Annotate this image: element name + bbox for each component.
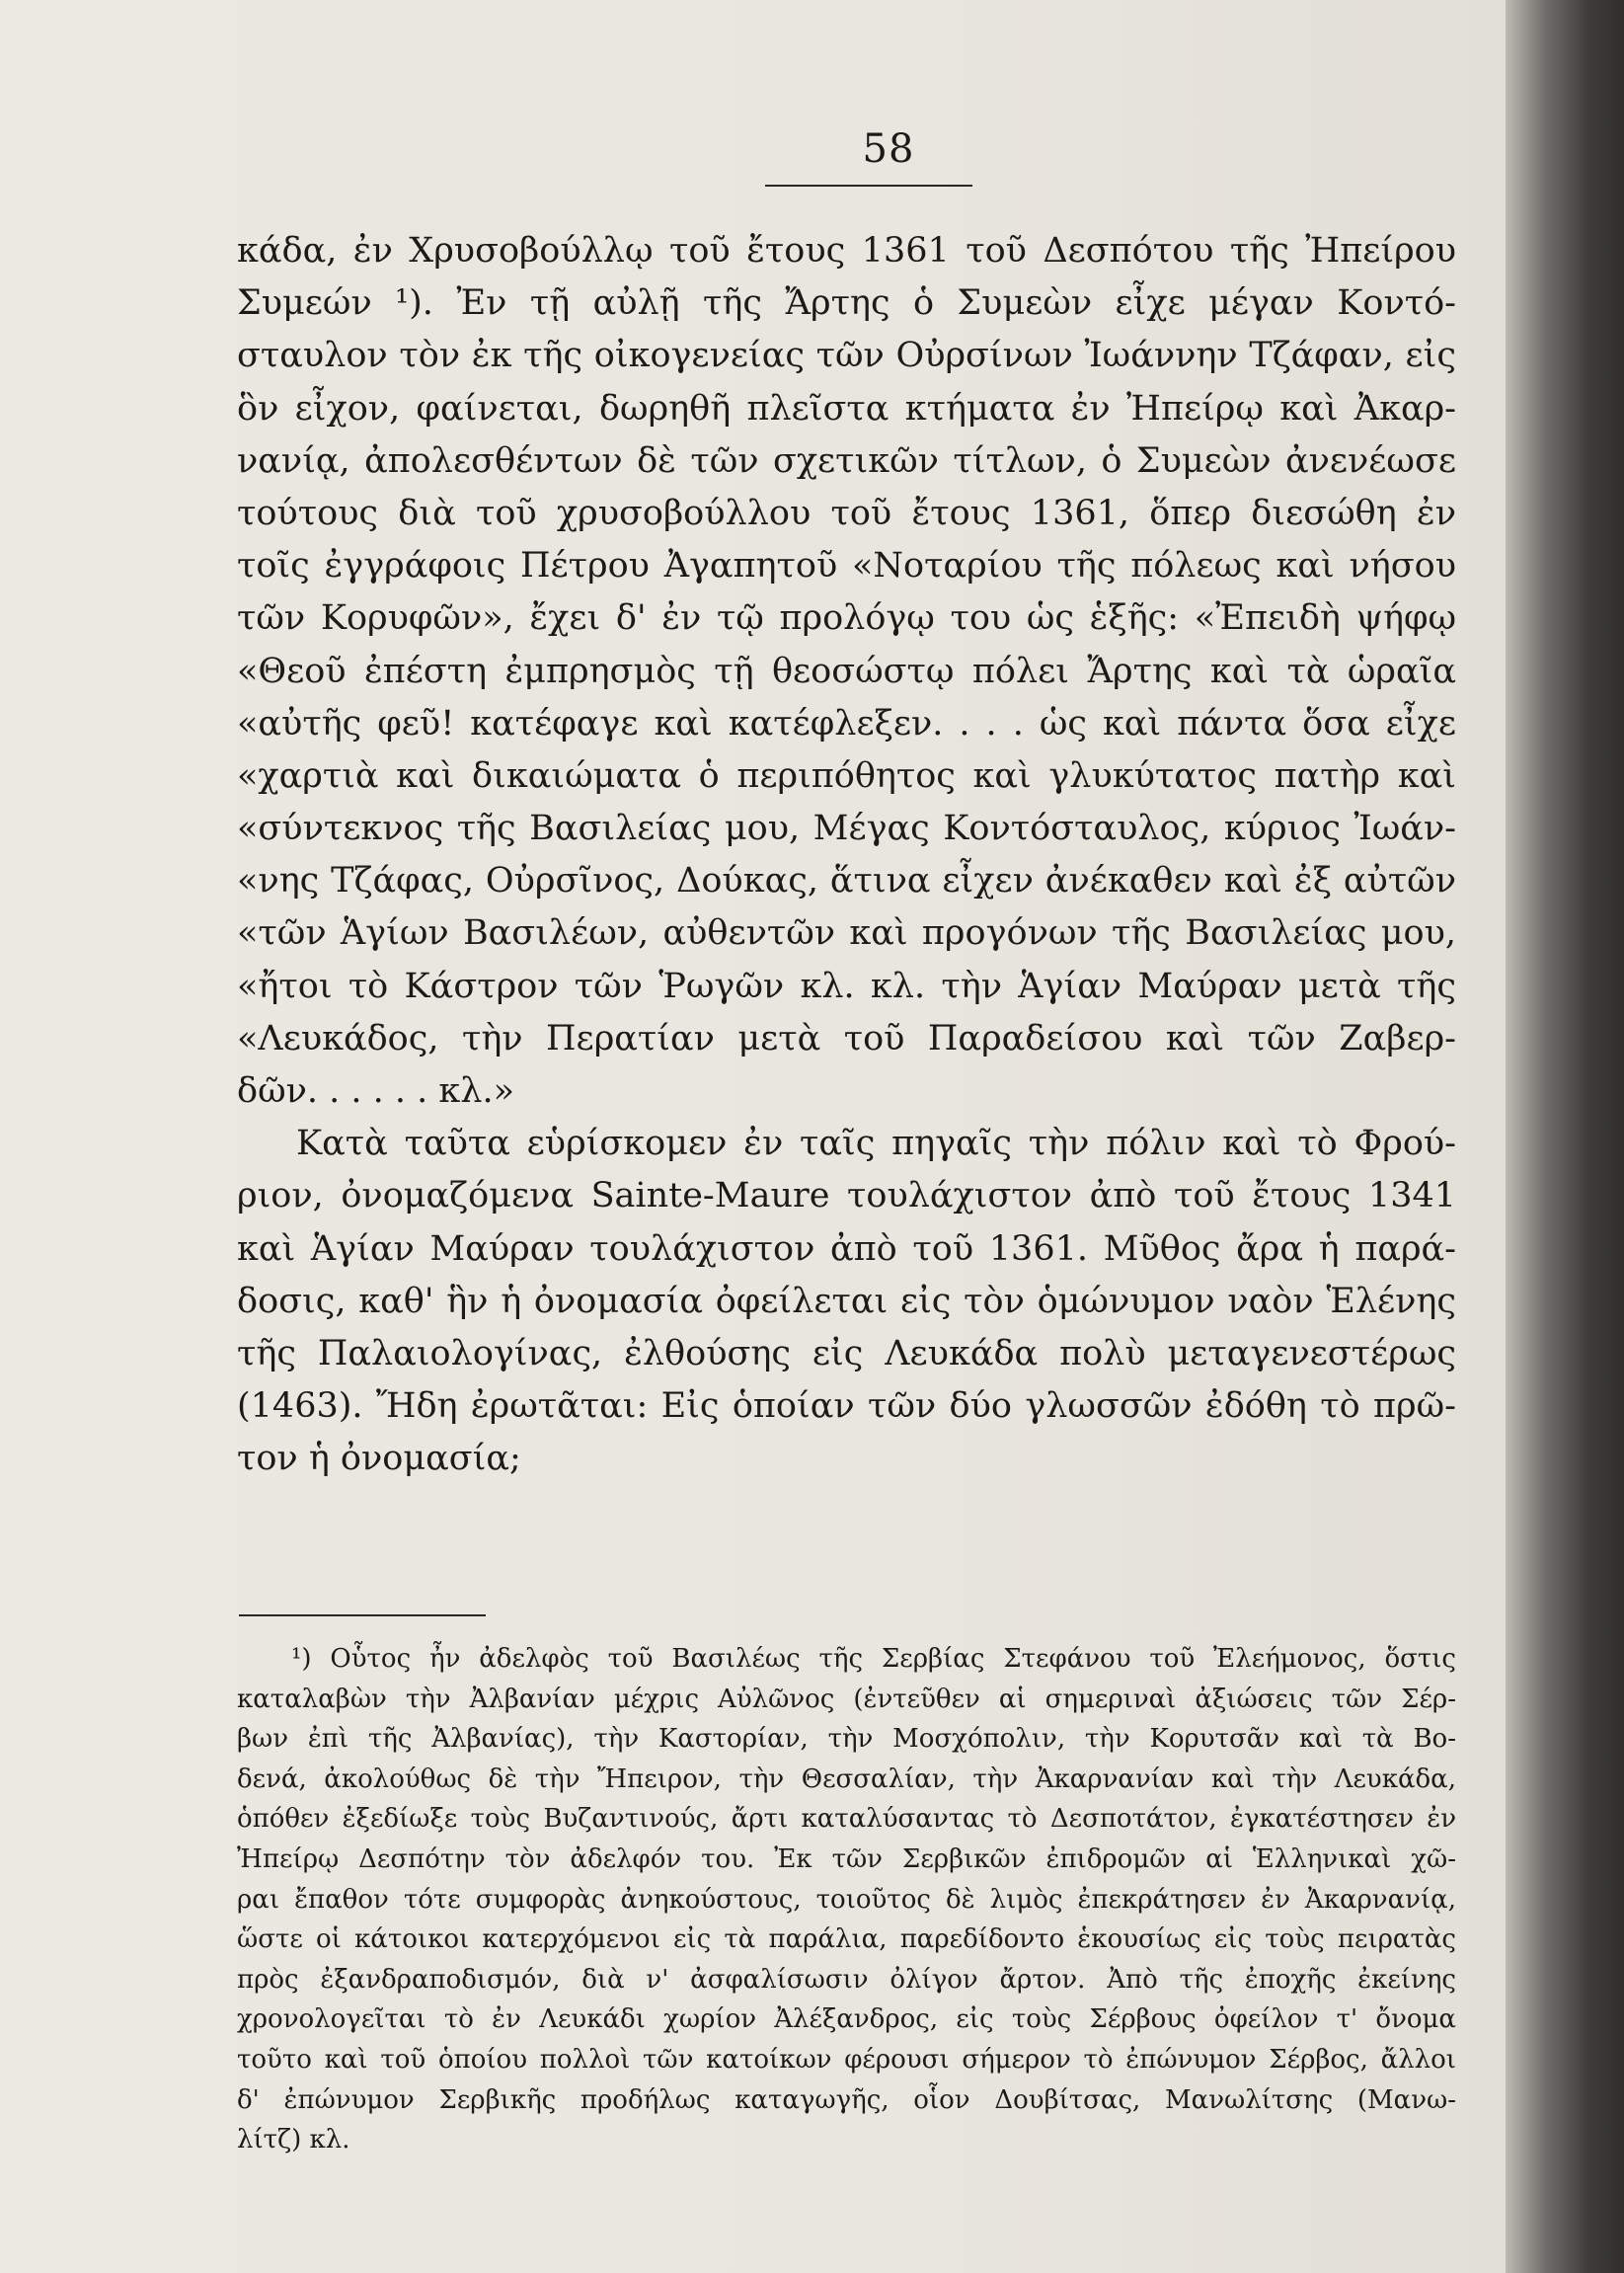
- text-line: τον ἡ ὀνομασία;: [237, 1439, 521, 1479]
- text-line: τῶν Κορυφῶν», ἔχει δ' ἐν τῷ προλόγῳ του ὡς ἑξῆς: «Ἐπειδὴ ψήφῳ: [237, 598, 1456, 639]
- text-line: ὃν εἶχον, φαίνεται, δωρηθῆ πλεῖστα κτήματα ἐν Ἠπείρῳ καὶ Ἀκαρ-: [237, 388, 1456, 429]
- footnote-line: λίτζ) κλ.: [237, 2125, 350, 2155]
- text-line: Κατὰ ταῦτα εὑρίσκομεν ἐν ταῖς πηγαῖς τὴν πόλιν καὶ τὸ Φρού-: [296, 1124, 1456, 1164]
- text-line: «τῶν Ἁγίων Βασιλέων, αὐθεντῶν καὶ προγόνων τῆς Βασιλείας μου,: [237, 913, 1456, 954]
- page-number-rule: [765, 185, 972, 187]
- text-line: «αὐτῆς φεῦ! κατέφαγε καὶ κατέφλεξεν. . . . ὡς καὶ πάντα ὅσα εἶχε: [237, 703, 1456, 744]
- text-line: δῶν. . . . . . κλ.»: [237, 1071, 514, 1111]
- footnote-line: βων ἐπὶ τῆς Ἀλβανίας), τὴν Καστορίαν, τὴν Μοσχόπολιν, τὴν Κορυτσᾶν καὶ τὰ Βο-: [237, 1724, 1456, 1755]
- text-line: νανίᾳ, ἀπολεσθέντων δὲ τῶν σχετικῶν τίτλων, ὁ Συμεὼν ἀνενέωσε: [237, 440, 1456, 481]
- footnote-line: Ἠπείρῳ Δεσπότην τὸν ἀδελφόν του. Ἐκ τῶν Σερβικῶν ἐπιδρομῶν αἱ Ἑλληνικαὶ χῶ-: [237, 1843, 1456, 1874]
- footnote-line: δενά, ἀκολούθως δὲ τὴν Ἤπειρον, τὴν Θεσσαλίαν, τὴν Ἀκαρνανίαν καὶ τὴν Λευκάδα,: [237, 1764, 1456, 1794]
- text-line: δοσις, καθ' ἣν ἡ ὀνομασία ὀφείλεται εἰς τὸν ὁμώνυμον ναὸν Ἑλένης: [237, 1281, 1456, 1321]
- text-line: «νης Τζάφας, Οὐρσῖνος, Δούκας, ἅτινα εἶχεν ἀνέκαθεν καὶ ἐξ αὐτῶν: [237, 861, 1456, 901]
- text-line: καὶ Ἁγίαν Μαύραν τουλάχιστον ἀπὸ τοῦ 1361. Μῦθος ἄρα ἡ παρά-: [237, 1228, 1456, 1269]
- footnote-line: ὥστε οἱ κάτοικοι κατερχόμενοι εἰς τὰ παράλια, παρεδίδοντο ἑκουσίως εἰς τοὺς πειρατὰς: [237, 1924, 1456, 1955]
- footnote-rule: [239, 1614, 486, 1616]
- footnote-line: ¹) Οὗτος ἦν ἀδελφὸς τοῦ Βασιλέως τῆς Σερβίας Στεφάνου τοῦ Ἐλεήμονος, ὅστις: [291, 1644, 1456, 1674]
- text-line: τῆς Παλαιολογίνας, ἐλθούσης εἰς Λευκάδα πολὺ μεταγενεστέρως: [237, 1333, 1456, 1373]
- text-line: «ἤτοι τὸ Κάστρον τῶν Ῥωγῶν κλ. κλ. τὴν Ἁγίαν Μαύραν μετὰ τῆς: [237, 966, 1456, 1006]
- text-line: σταυλον τὸν ἐκ τῆς οἰκογενείας τῶν Οὐρσίνων Ἰωάννην Τζάφαν, εἰς: [237, 336, 1456, 376]
- footnote-line: δ' ἐπώνυμον Σερβικῆς προδήλως καταγωγῆς, οἷον Δουβίτσας, Μανωλίτσης (Μανω-: [237, 2084, 1456, 2115]
- page-edge-shadow: [1506, 0, 1624, 2273]
- text-line: Συμεών ¹). Ἐν τῇ αὐλῇ τῆς Ἄρτης ὁ Συμεὼν εἶχε μέγαν Κοντό-: [237, 283, 1456, 324]
- text-line: «Λευκάδος, τὴν Περατίαν μετὰ τοῦ Παραδείσου καὶ τῶν Ζαβερ-: [237, 1018, 1456, 1058]
- page-number: 58: [862, 126, 915, 172]
- text-line: «σύντεκνος τῆς Βασιλείας μου, Μέγας Κοντόσταυλος, κύριος Ἰωάν-: [237, 809, 1456, 849]
- text-line: «χαρτιὰ καὶ δικαιώματα ὁ περιπόθητος καὶ γλυκύτατος πατὴρ καὶ: [237, 755, 1456, 796]
- footnotes: [237, 1639, 1456, 2160]
- footnote-line: ὁπόθεν ἐξεδίωξε τοὺς Βυζαντινούς, ἄρτι καταλύσαντας τὸ Δεσποτάτον, ἐγκατέστησεν ἐν: [237, 1804, 1456, 1835]
- main-text: [237, 225, 1456, 1486]
- footnote-line: πρὸς ἐξανδραποδισμόν, διὰ ν' ἀσφαλίσωσιν ὀλίγον ἄρτον. Ἀπὸ τῆς ἐποχῆς ἐκείνης: [237, 1964, 1456, 1995]
- text-line: (1463). Ἤδη ἐρωτᾶται: Εἰς ὁποίαν τῶν δύο γλωσσῶν ἐδόθη τὸ πρῶ-: [237, 1386, 1456, 1427]
- text-line: «Θεοῦ ἐπέστη ἐμπρησμὸς τῇ θεοσώστῳ πόλει Ἄρτης καὶ τὰ ὡραῖα: [237, 651, 1456, 691]
- text-line: κάδα, ἐν Χρυσοβούλλῳ τοῦ ἔτους 1361 τοῦ Δεσπότου τῆς Ἠπείρου: [237, 231, 1456, 271]
- footnote-line: καταλαβὼν τὴν Ἀλβανίαν μέχρις Αὐλῶνος (ἐντεῦθεν αἱ σημεριναὶ ἀξιώσεις τῶν Σέρ-: [237, 1684, 1456, 1714]
- text-line: τοῖς ἐγγράφοις Πέτρου Ἀγαπητοῦ «Νοταρίου τῆς πόλεως καὶ νήσου: [237, 546, 1456, 587]
- text-line: τούτους διὰ τοῦ χρυσοβούλλου τοῦ ἔτους 1361, ὅπερ διεσώθη ἐν: [237, 493, 1456, 533]
- footnote-line: χρονολογεῖται τὸ ἐν Λευκάδι χωρίον Ἀλέξανδρος, εἰς τοὺς Σέρβους ὀφείλον τ' ὄνομα: [237, 2004, 1456, 2035]
- footnote-line: ραι ἔπαθον τότε συμφορὰς ἀνηκούστους, τοιοῦτος δὲ λιμὸς ἐπεκράτησεν ἐν Ἀκαρνανίᾳ,: [237, 1884, 1456, 1915]
- footnote-line: τοῦτο καὶ τοῦ ὁποίου πολλοὶ τῶν κατοίκων φέρουσι σήμερον τὸ ἐπώνυμον Σέρβος, ἄλλοι: [237, 2044, 1456, 2075]
- text-line: ριον, ὀνομαζόμενα Sainte-Maure τουλάχιστον ἀπὸ τοῦ ἔτους 1341: [237, 1176, 1456, 1216]
